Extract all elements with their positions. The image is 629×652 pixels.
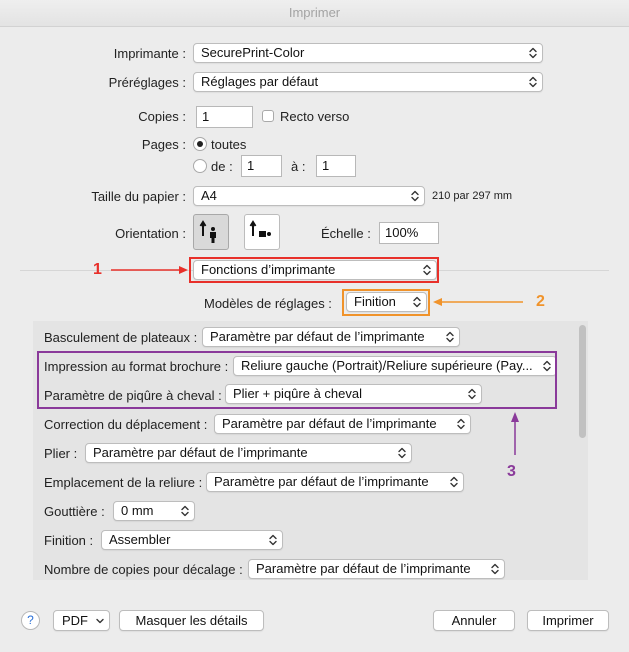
booklet-label: Impression au format brochure : [44,359,229,374]
annotation-number-1: 1 [93,261,102,278]
tray-switching-label: Basculement de plateaux : [44,330,198,345]
section-popup-value: Fonctions d’imprimante [201,262,336,277]
fold-value: Paramètre par défaut de l’imprimante [93,445,308,460]
binding-location-label: Emplacement de la reliure : [44,475,203,490]
shift-correction-value: Paramètre par défaut de l’imprimante [222,416,437,431]
print-button[interactable]: Imprimer [527,610,609,631]
pages-from-field[interactable]: 1 [241,155,282,177]
feature-sets-value: Finition [354,294,396,309]
finishing-label: Finition : [44,533,94,548]
pages-to-label: à : [291,159,306,174]
window-title: Imprimer [288,5,341,20]
printer-label: Imprimante : [113,46,186,61]
annotation-number-3: 3 [507,463,516,480]
presets-label: Préréglages : [108,75,186,90]
fold-label: Plier : [44,446,78,461]
printer-value: SecurePrint-Color [201,45,305,60]
orientation-label: Orientation : [115,226,186,241]
presets-value: Réglages par défaut [201,74,319,89]
orange-arrow [433,298,523,306]
paper-size-label: Taille du papier : [91,189,186,204]
booklet-value: Reliure gauche (Portrait)/Reliure supérieure (Pay... [241,358,533,373]
finishing-value: Assembler [109,532,171,547]
scale-label: Échelle : [321,226,371,241]
copies-field[interactable]: 1 [196,106,253,128]
hide-details-button[interactable]: Masquer les détails [119,610,264,631]
purple-arrow [511,412,519,455]
chevron-down-icon [95,616,105,626]
pages-to-field[interactable]: 1 [316,155,356,177]
shift-correction-label: Correction du déplacement : [44,417,208,432]
gutter-value: 0 mm [121,503,154,518]
duplex-label: Recto verso [280,109,350,124]
binding-location-value: Paramètre par défaut de l’imprimante [214,474,429,489]
gutter-label: Gouttière : [44,504,105,519]
pdf-label: PDF [62,613,88,628]
red-arrow [111,266,188,274]
pages-from-label: de : [211,159,233,174]
annotation-number-2: 2 [536,293,545,310]
offset-copies-label: Nombre de copies pour décalage : [44,562,243,577]
paper-size-value: A4 [201,188,217,203]
pages-all-label: toutes [211,137,247,152]
copies-label: Copies : [138,109,186,124]
pages-label: Pages : [141,137,186,152]
feature-sets-label: Modèles de réglages : [204,296,332,311]
saddle-stitch-label: Paramètre de piqûre à cheval : [44,388,222,403]
scale-field[interactable]: 100% [379,222,439,244]
help-button[interactable]: ? [21,611,40,630]
saddle-stitch-value: Plier + piqûre à cheval [233,386,362,401]
paper-dimensions: 210 par 297 mm [432,190,513,202]
cancel-button[interactable]: Annuler [433,610,515,631]
tray-switching-value: Paramètre par défaut de l’imprimante [210,329,425,344]
offset-copies-value: Paramètre par défaut de l’imprimante [256,561,471,576]
pdf-menu-button[interactable] [53,610,110,631]
